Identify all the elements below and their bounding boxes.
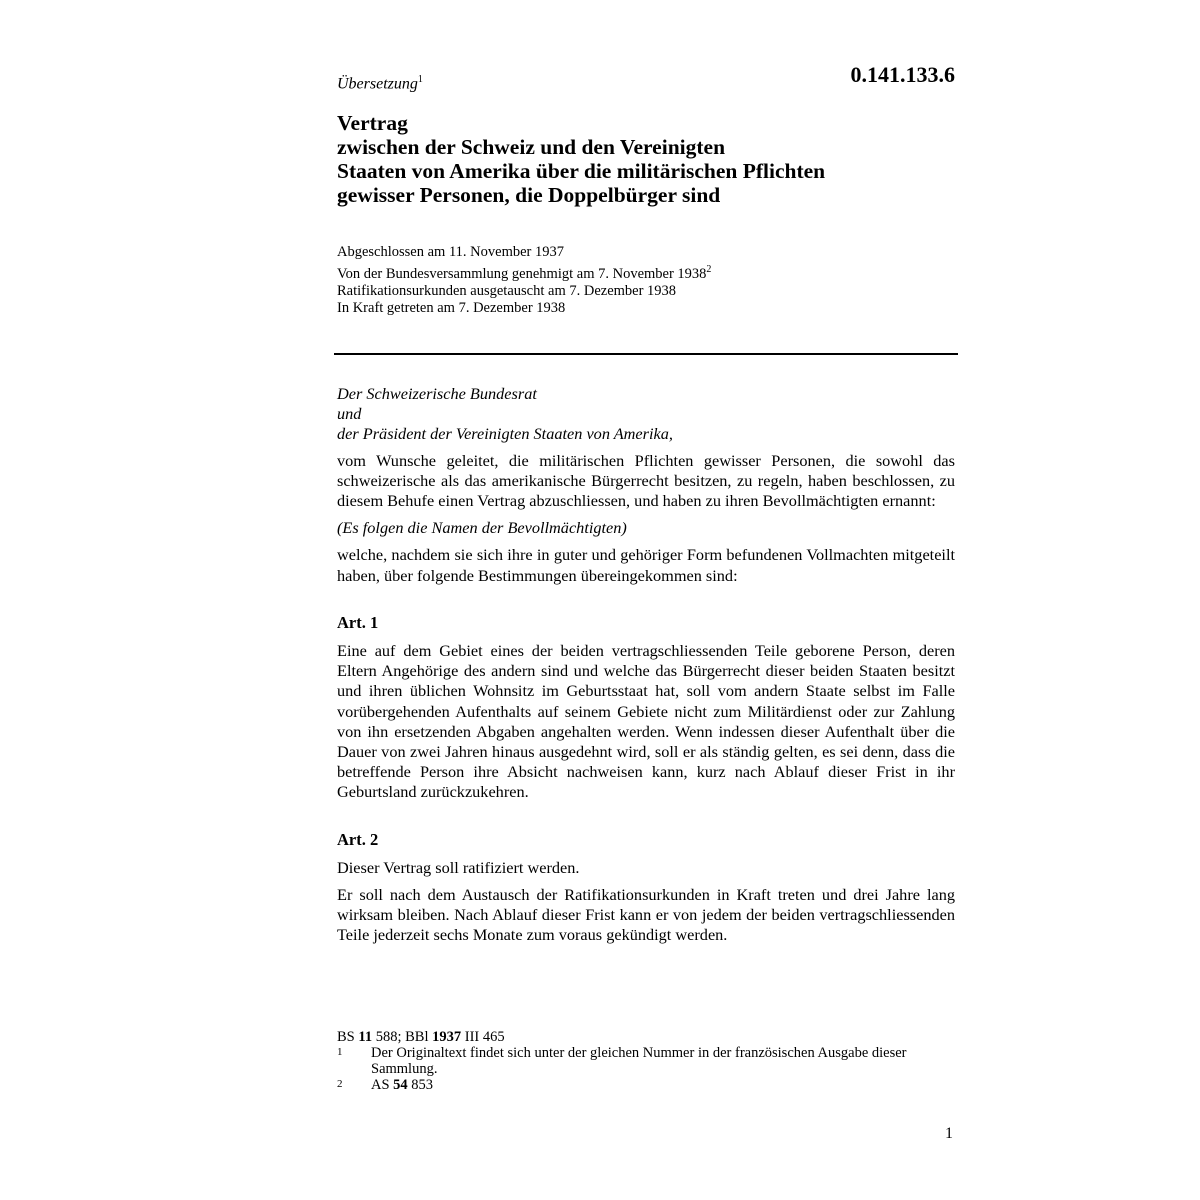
separator-rule (334, 353, 958, 355)
in-force-date: In Kraft getreten am 7. Dezember 1938 (337, 299, 566, 316)
article-paragraph: Dieser Vertrag soll ratifiziert werden. (337, 857, 580, 877)
footnote-ref-2[interactable]: 2 (706, 264, 712, 275)
title-line: Vertrag (337, 111, 408, 135)
footnote-2: 2 AS 54 853 (337, 1077, 434, 1093)
footnote-1: 1 Der Originaltext findet sich unter der gleichen Nummer in der französischen Ausgabe dieser Sammlung. (337, 1045, 907, 1077)
article-heading: Art. 1 (337, 612, 379, 632)
footnotes (337, 1029, 955, 1093)
preamble-paragraph: welche, nachdem sie sich ihre in guter und gehöriger Form befundenen Vollmachten mitgeteilt haben, über folgende Bestimmungen übereingekommen sind: (337, 545, 955, 585)
article-paragraph: Er soll nach dem Austausch der Ratifikationsurkunden in Kraft treten und drei Jahre lang wirksam bleiben. Nach Ablauf dieser Frist kann er von jedem der beiden vertragschliessenden Teile jederzeit sechs Monate zum voraus gekündigt werden. (337, 885, 955, 945)
plenipotentiaries-note: (Es folgen die Namen der Bevollmächtigten) (337, 518, 627, 538)
footnote-ref-1[interactable]: 1 (417, 74, 423, 85)
page-number: 1 (945, 1125, 953, 1142)
article-heading: Art. 2 (337, 829, 379, 849)
title-line: zwischen der Schweiz und den Vereinigten (337, 135, 726, 159)
document-title (337, 111, 957, 207)
ratified-date: Ratifikationsurkunden ausgetauscht am 7. Dezember 1938 (337, 282, 677, 299)
article-paragraph: Eine auf dem Gebiet eines der beiden vertragschliessenden Teile geborene Person, deren Eltern Angehörige des andern sind und welche das Bürgerrecht dieser beiden Staaten besitzt und ihren üblichen Wohnsitz im Geburtsstaat hat, soll vom andern Staate selbst im Falle vorübergehenden Aufenthalts auf seinem Gebiete nicht zum Militärdienst oder zur Zahlung von ihn ersetzenden Abgaben angehalten werden. Wenn indessen dieser Aufenthalt über die Dauer von zwei Jahren hinaus ausgedehnt wird, soll er als ständig gelten, es sei denn, dass die betreffende Person ihre Absicht nachweisen kann, kurz nach Ablauf dieser Frist in ihr Geburtsland zurückzukehren. (337, 641, 955, 802)
source-reference: BS 11 588; BBl 1937 III 465 (337, 1029, 505, 1045)
approved-date: Von der Bundesversammlung genehmigt am 7. November 1938$^2$ (337, 264, 712, 282)
preamble-party-2: der Präsident der Vereinigten Staaten von Amerika, (337, 424, 673, 444)
translation-label: Übersetzung$^1$ (337, 74, 423, 93)
treaty-body (337, 384, 955, 946)
preamble-party-1: Der Schweizerische Bundesrat (337, 384, 537, 403)
title-line: gewisser Personen, die Doppelbürger sind (337, 183, 721, 207)
treaty-metadata (337, 244, 711, 317)
preamble-paragraph: vom Wunsche geleitet, die militärischen Pflichten gewisser Personen, die sowohl das schweizerische als das amerikanische Bürgerrecht besitzen, zu regeln, haben beschlossen, zu diesem Behufe einen Vertrag abzuschliessen, und haben zu ihren Bevollmächtigten ernannt: (337, 450, 955, 511)
preamble-and: und (337, 404, 362, 424)
concluded-date: Abgeschlossen am 11. November 1937 (337, 244, 564, 260)
sr-number: 0.141.133.6 (850, 62, 955, 87)
title-line: Staaten von Amerika über die militärischen Pflichten (337, 159, 826, 183)
